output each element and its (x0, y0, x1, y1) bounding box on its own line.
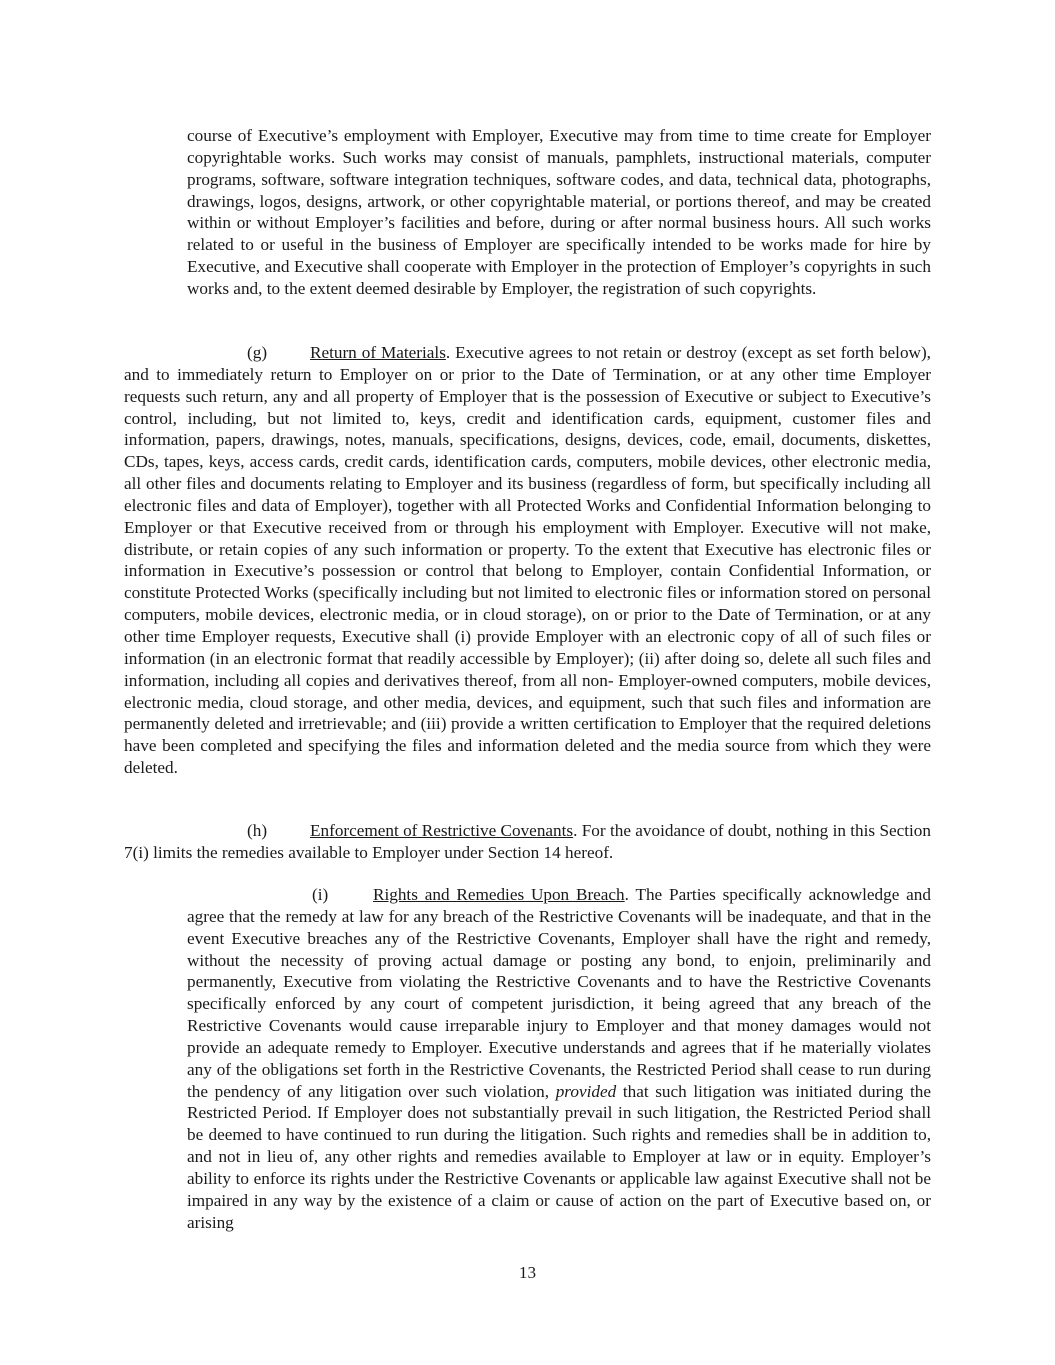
section-number-g: (g) (247, 343, 268, 362)
section-heading-h: Enforcement of Restrictive Covenants (310, 821, 574, 840)
paragraph-continuation-text: course of Executive’s employment with Employer, Executive may from time to time create for Employer copyrightable works. Such works may consist of manuals, pamphlets, instructional materials, computer programs, software, software integration techniques, software codes, and data, technical data, photographs, drawings, logos, designs, artwork, or other copyrightable material, or portions thereof, and may be created within or without Employer’s facilities and before, during or after normal business hours. All such works related to or useful in the business of Employer are specifically intended to be works made for hire by Executive, and Executive shall cooperate with Employer in the protection of Employer’s copyrights in such works and, to the extent deemed desirable by Employer, the registration of such copyrights. (187, 126, 931, 298)
paragraph-i-italic-provided: provided (555, 1081, 617, 1101)
section-number-i: (i) (312, 885, 329, 904)
paragraph-i-text-part2: that such litigation was initiated during the Restricted Period. If Employer does not substantially prevail in such litigation, the Restricted Period shall be deemed to have continued to run during the litigation. Such rights and remedies shall be in addition to, and not in lieu of, any other rights and remedies available to Employer at law or in equity. Employer’s ability to enforce its rights under the Restrictive Covenants or applicable law against Executive shall not be impaired in any way by the existence of a claim or cause of action on the part of Executive based on, or arising (187, 1081, 931, 1232)
paragraph-i-text-part1: . The Parties specifically acknowledge and agree that the remedy at law for any breach of the Restrictive Covenants will be inadequate, and that in the event Executive breaches any of the Restrictive Covenants, Employer shall have the right and remedy, without the necessity of proving actual damage or posting any bond, to enjoin, preliminarily and permanently, Executive from violating the Restrictive Covenants and to have the Restrictive Covenants specifically enforced by any court of competent jurisdiction, it being agreed that any breach of the Restrictive Covenants would cause irreparable injury to Employer and that money damages would not provide an adequate remedy to Employer. Executive understands and agrees that if he materially violates any of the obligations set forth in the Restrictive Covenants, the Restricted Period shall cease to run during the pendency of any litigation over such violation, (187, 885, 931, 1101)
section-heading-i: Rights and Remedies Upon Breach (373, 885, 625, 904)
paragraph-g-return-of-materials (124, 342, 931, 779)
page-number: 13 (518, 1263, 537, 1282)
section-number-h: (h) (247, 821, 268, 840)
section-heading-g: Return of Materials (310, 343, 446, 362)
paragraph-i-rights-and-remedies (187, 884, 931, 1234)
paragraph-g-text: . Executive agrees to not retain or destroy (except as set forth below), and to immediately return to Employer on or prior to the Date of Termination, or at any other time Employer requests such return, any and all property of Employer that is the possession of Executive or subject to Executive’s control, including, but not limited to, keys, credit and identification cards, equipment, customer files and information, papers, drawings, notes, manuals, specifications, designs, devices, code, email, documents, diskettes, CDs, tapes, keys, access cards, credit cards, identification cards, computers, mobile devices, other electronic media, all other files and documents relating to Employer and its business (regardless of form, but specifically including all electronic files and data of Employer), together with all Protected Works and Confidential Information belonging to Employer or that Executive received from or through his employment with Employer. Executive will not make, distribute, or retain copies of any such information or property. To the extent that Executive has electronic files or information in Executive’s possession or control that belong to Employer, contain Confidential Information, or constitute Protected Works (specifically including but not limited to electronic files or information stored on personal computers, mobile devices, electronic media, or in cloud storage), on or prior to the Date of Termination, or at any other time Employer requests, Executive shall (i) provide Employer with an electronic copy of all of such files or information (in an electronic format that readily accessible by Employer); (ii) after doing so, delete all such files and information, including all copies and derivatives thereof, from all non- Employer-owned computers, mobile devices, electronic media, cloud storage, and other media, devices, and equipment, such that such files and information are permanently deleted and irretrievable; and (iii) provide a written certification to Employer that the required deletions have been completed and specifying the files and information deleted and the media source from which they were deleted. (124, 343, 931, 778)
paragraph-continuation (187, 125, 931, 300)
paragraph-h-text: . For the avoidance of doubt, nothing in this Section 7(i) limits the remedies available to Employer under Section 14 hereof. (124, 821, 931, 862)
paragraph-h-enforcement (124, 820, 931, 864)
